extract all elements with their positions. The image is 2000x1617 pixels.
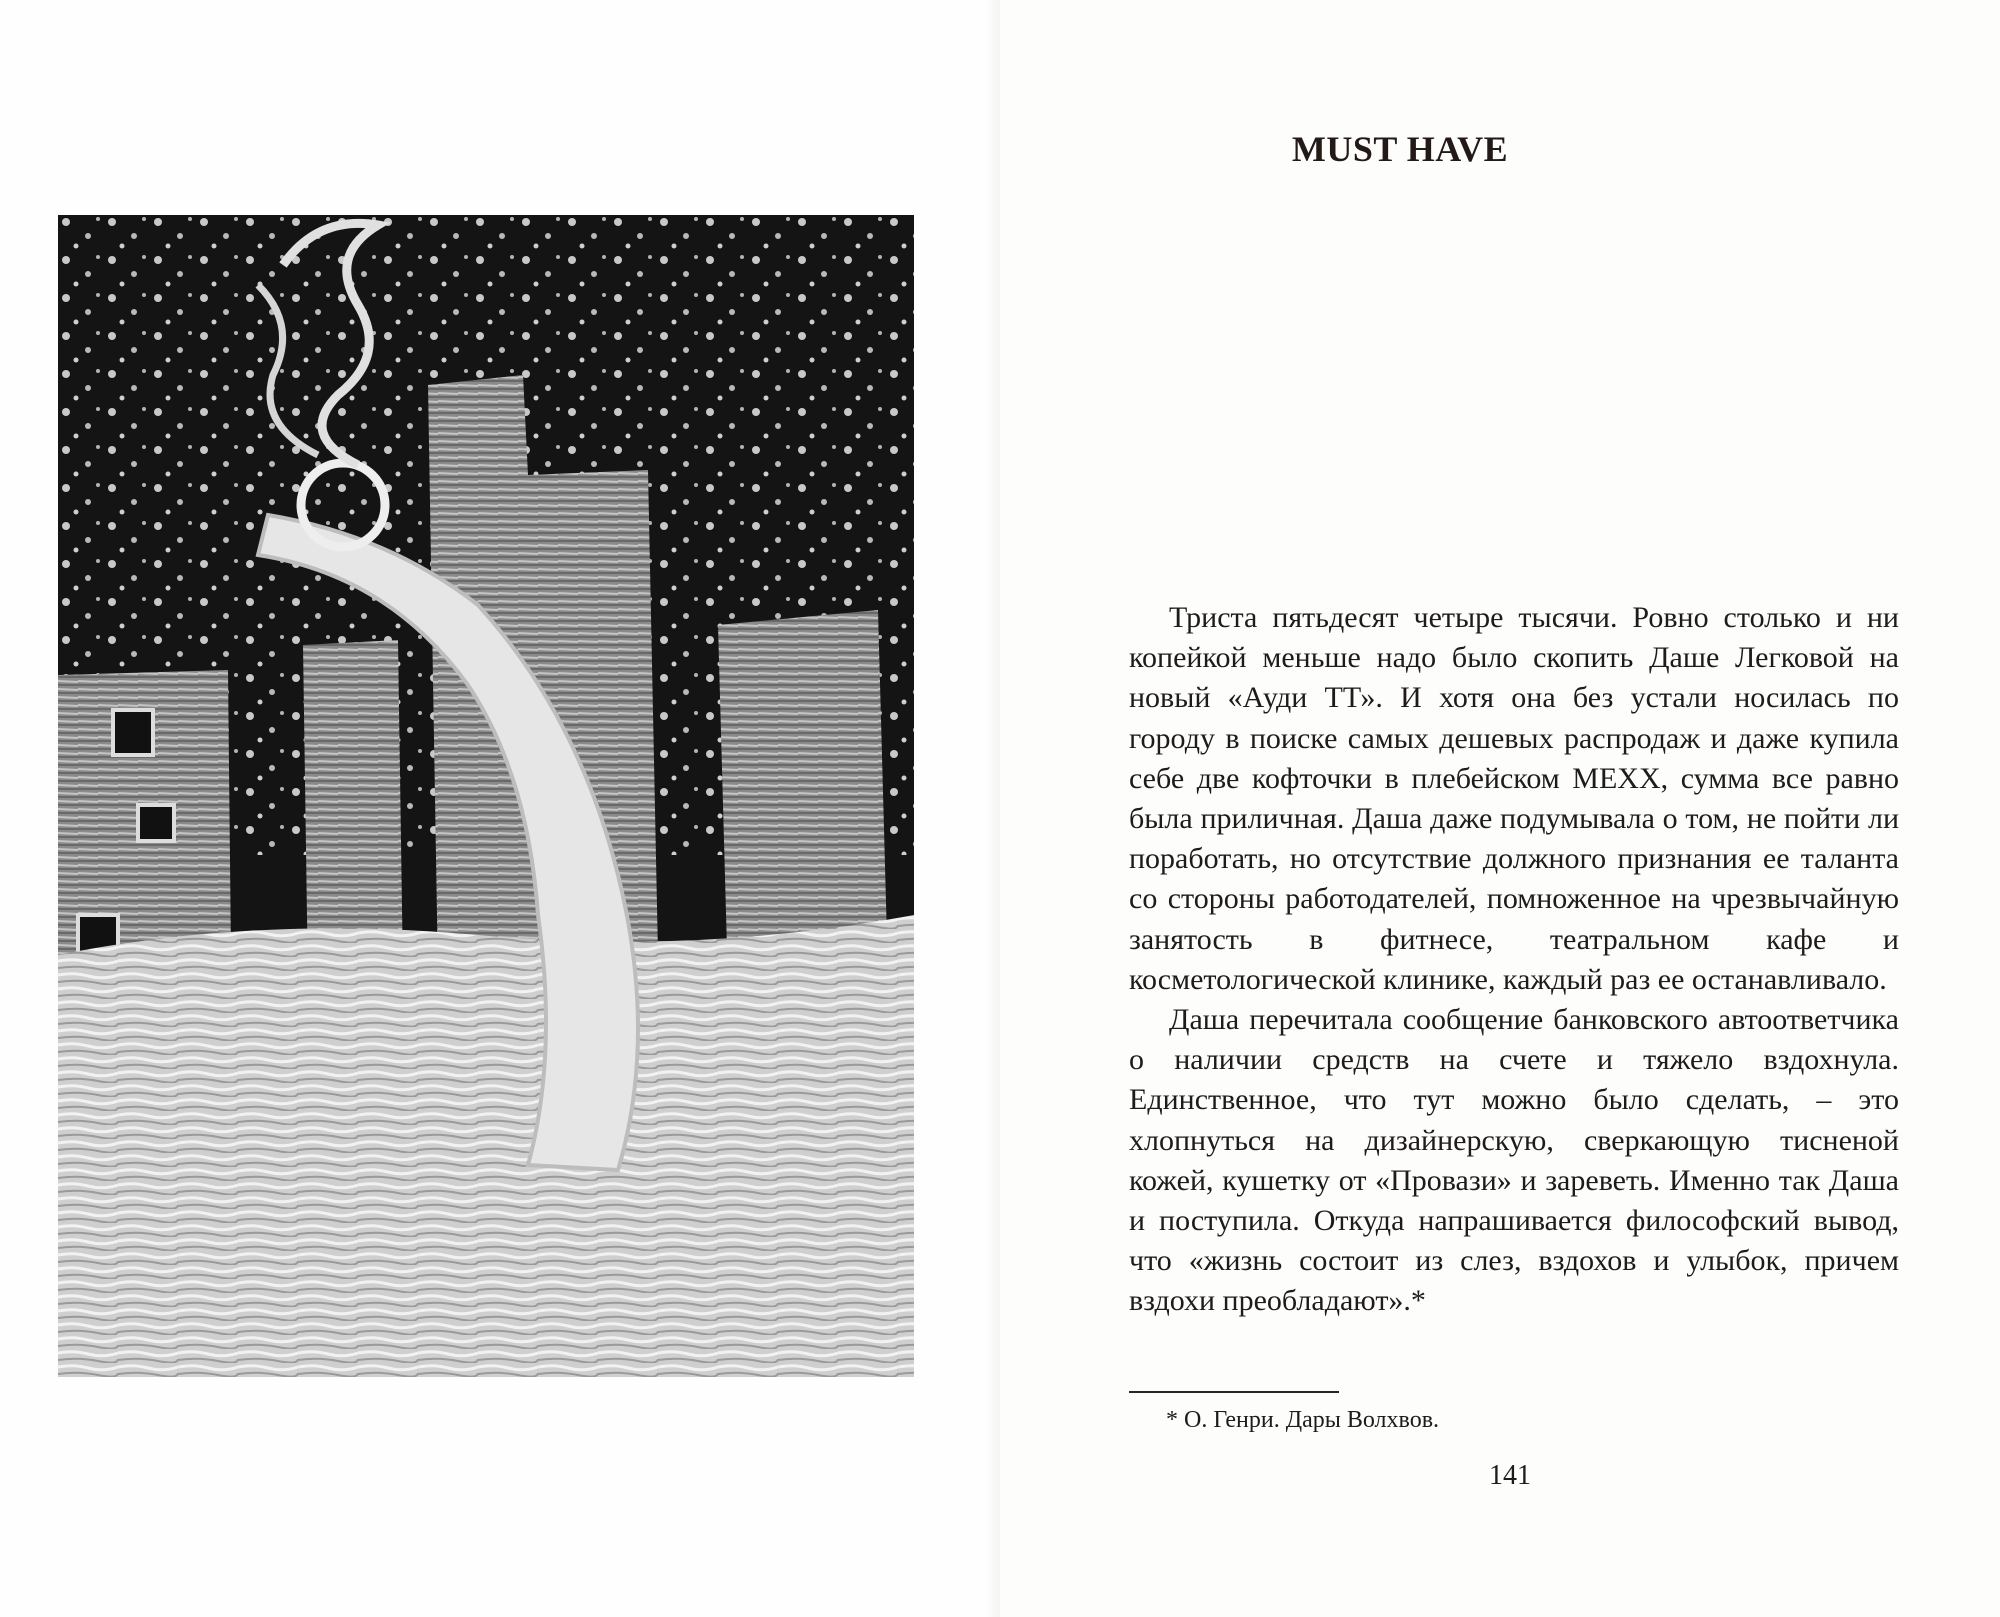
footnote-divider (1129, 1391, 1339, 1393)
illustration-night-city-painting (58, 215, 914, 1377)
window (113, 710, 153, 755)
painting-image (58, 215, 914, 1377)
chapter-title: MUST HAVE (1291, 129, 1509, 169)
window (138, 805, 174, 841)
paragraph: Даша перечитала сообщение банковского автоответчика о наличии средств на счете и тяжело вздохнула. Единственное, что тут можно было сделать, – это хлопнуться на дизайнерскую, сверкающую тисненой кожей, кушетку от «Провази» и зареветь. Именно так Даша и поступила. Откуда напрашивается философский вывод, что «жизнь состоит из слез, вздохов и улыбок, причем вздохи преобладают».* (1129, 1003, 1899, 1318)
footnote: * О. Генри. Дары Волхвов. (1166, 1407, 1440, 1433)
snowy-ground (58, 915, 914, 1377)
page-number: 141 (1489, 1460, 1531, 1491)
paragraph: Триста пятьдесят четыре тысячи. Ровно столько и ни копейкой меньше надо было скопить Даше Легковой на новый «Ауди ТТ». И хотя она без устали носилась по городу в поиске самых дешевых распродаж и даже купила себе две кофточки в плебейском MEXX, сумма все равно была приличная. Даша даже подумывала о том, не пойти ли поработать, но отсутствие должного признания ее таланта со стороны работодателей, помноженное на чрезвычайную занятость в фитнесе, театральном кафе и косметологической клинике, каждый раз ее останавливало. (1129, 601, 1899, 996)
body-text (1129, 598, 1899, 1322)
